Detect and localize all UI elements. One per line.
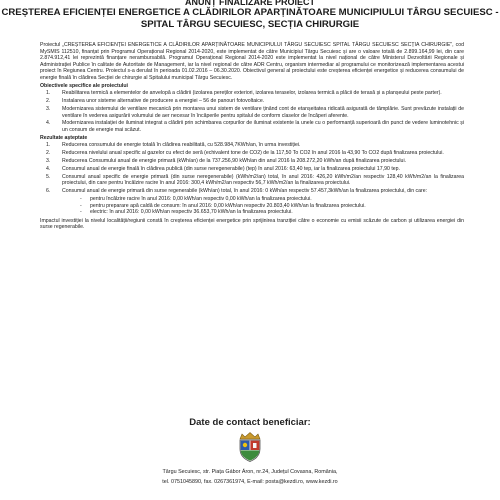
- project-title-line-2: SPITAL TÂRGU SECUIESC, SECȚIA CHIRURGIE: [140, 19, 360, 30]
- objective-item: 1. Reabilitarea termică a elementelor de anvelopă a clădirii (izolarea pereților exteriori, izolarea teraselor, izolarea termică a plăcii de terasă și a planșeului peste parter).: [46, 90, 442, 97]
- project-title-line-1: CREȘTEREA EFICIENȚEI ENERGETICE A CLĂDIRILOR APARȚINĂTOARE MUNICIPIULUI TÂRGU SECUIESC -: [1, 7, 499, 18]
- contact-address: Târgu Secuiesc, str. Piața Gábor Áron, nr.24, Județul Covasna, România,: [162, 469, 338, 475]
- coat-of-arms-icon: [237, 432, 263, 462]
- result-item: 3. Reducerea Consumului anual de energie primară (kWh/an) de la 737.256,90 kWh/an din anul 2016 la 208.272,20 kWh/an după finalizarea proiectului.: [46, 157, 407, 164]
- document-body: [40, 42, 464, 232]
- result-subitem: - pentru preparare apă caldă de consum: în anul 2016: 0,00 kWh/an respectiv 20.803,40 kWh/an la finalizarea proiectului.: [80, 202, 366, 209]
- contact-phone-email: tel. 0751045890, fax. 0267361974, E-mail: posta@kezdi.ro, www.kezdi.ro: [162, 479, 338, 485]
- results-list: [40, 142, 464, 216]
- result-item: 6. Consumul anual de energie primară din surse regenerabile (kWh/an) total, în anul 2016: 0 kWh/an respectiv 57.457,3kWh/an la finalizarea proiectului, din care:: [46, 188, 428, 195]
- objectives-list: [40, 90, 464, 133]
- result-subitem: - pentru încălzire racire în anul 2016: 0,00 kWh/an respectiv 0,00 kWh/an la finalizarea proiectului.: [80, 195, 312, 202]
- result-item: 2. Reducerea nivelului anual specific al gazelor cu efect de seră (echivalent tone de CO2) de la 117,50 To CO2 în anul 2016 la 43,90 To CO2 după finalizarea proiectului.: [46, 149, 444, 156]
- objectives-heading: Obiectivele specifice ale proiectului: [40, 83, 128, 90]
- result-item: 5. Consumul anual specific de energie primară (din surse neregenerabile) (kWh/m2/an) total, în anul 2016: 426,20 kWh/m2/an respectiv 128,40 kWh/m2/an la finalizarea proiectului, din care pentru încălzire racire în anul 2016: 300,4 kWh/m2/an respectiv 56,7 kWh/m2/an la finalizarea proiectului.: [46, 173, 464, 187]
- objective-item: 4. Modernizarea instalației de iluminat integrat a clădirii prin schimbarea corpurilor de iluminat existente la unele cu o performanță superioară din punct de vedere luminotehnic și un consum de energie mai scăzut.: [46, 120, 464, 134]
- announcement-label: ANUNȚ FINALIZARE PROIECT: [185, 0, 315, 7]
- impact-paragraph: Impactul investiției la nivelul localității/regiunii constă în creșterea eficienței energetice prin sprijinirea tranziției către o economie cu emisii scăzute de carbon și utilizarea energiei din surse regenerabile.: [40, 217, 464, 231]
- result-item: 4. Consumul anual de energie finală în clădirea publică (din surse neregenerabile) (tep) în anul 2016: 63,40 tep, iar la finalizarea proiectului 17,90 tep.: [46, 165, 400, 172]
- result-subitem: - electric: în anul 2016: 0,00 kWh/an respectiv 36.653,70 kWh/an la finalizarea proiectului.: [80, 209, 293, 216]
- intro-paragraph: Proiectul „CREȘTEREA EFICIENȚEI ENERGETICE A CLĂDIRILOR APARȚINĂTOARE MUNICIPIULUI TÂRGU SECUIESC SPITAL TÂRGU SECUIESC SECȚIA CHIRURGIE", cod MySMIS 112510, finanțat prin Programul Operațional Regional 2014-2020, este implementat de către Municipiul Târgu Secuiesc și are o valoare totală de 2.899.164,99 lei, din care 2.874.912,41 lei reprezintă finanțare nerambursabilă. Programul Operațional Regional 2014-2020 este implementat la nivel național de către Ministerul Dezvoltării Regionale și Administrației Publice în calitate de Autoritate de Management, iar la nivel regional de către ADR Centru, organism intermediar al programului ce monitorizează implementarea acestui proiect în Regiunea Centru. Proiectul s-a derulat în perioada 01.02.2016 – 06.30.2020. Obiectivul general al proiectului este creșterea eficienței energetice și reducerea consumului de energie finală în clădirea Secției de chirurgie al Spitalului municipal Târgu Secuiesc.: [40, 42, 464, 81]
- objective-item: 3. Modernizarea sistemului de ventilare mecanică prin montarea unui sistem de ventilare ținând cont de etanșeitatea ridicată asigurată de tâmplărie. Sunt prevăzute instalații de ventilare în vederea asigurării volumului de aer necesar în încăperile pentru spitalul de conform claselor de încăperi aferente.: [46, 105, 464, 119]
- result-item: 1. Reducerea consumului de energie totală în clădirea reabilitată, cu 528.984,7KWh/an, în urma investiției.: [46, 142, 301, 148]
- results-heading: Rezultate așteptate: [40, 134, 88, 141]
- contact-title: Date de contact beneficiar:: [189, 417, 311, 428]
- objective-item: 2. Instalarea unor sisteme alternative de producere a energiei – 56 de panouri fotovoltaice.: [46, 98, 265, 105]
